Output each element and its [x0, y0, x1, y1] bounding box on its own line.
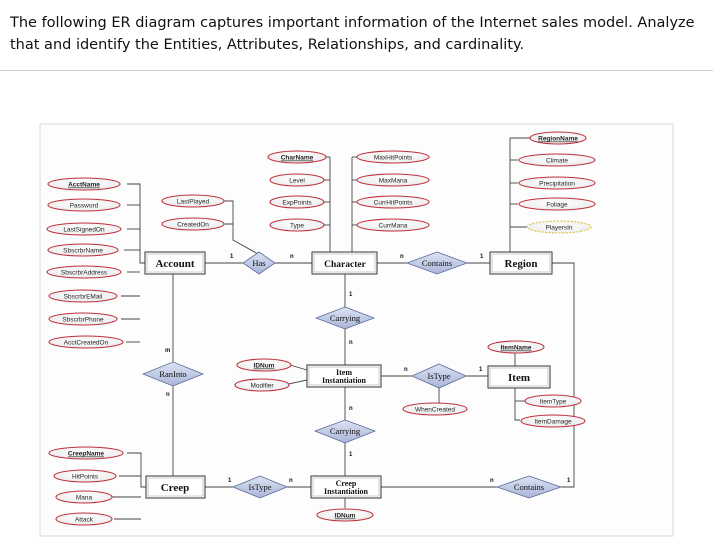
- relationship-carrying-2-label: Carrying: [329, 426, 361, 436]
- entity-item-instantiation: [307, 365, 381, 387]
- card-istype-creepinst: n: [289, 478, 293, 484]
- relationship-has-label: Has: [252, 258, 266, 268]
- label-charname: CharName: [280, 154, 314, 162]
- label-sbscrbrphone: SbscrbrPhone: [62, 316, 104, 324]
- card-contains-region-bottom: 1: [567, 478, 571, 484]
- card-carrying-creepinst: 1: [349, 452, 353, 458]
- entity-character-label: Character: [324, 260, 366, 270]
- label-currhitpoints: CurrHitPoints: [373, 199, 413, 207]
- question-line-1: The following ER diagram captures important information of the Internet sales model. Analyze: [10, 15, 695, 31]
- entity-account: [145, 252, 205, 274]
- label-regionname: RegionName: [538, 135, 578, 143]
- card-character-carrying: 1: [349, 292, 353, 298]
- entity-region-label: Region: [504, 258, 538, 270]
- relationship-carrying-1-label: Carrying: [329, 313, 361, 323]
- label-precipitation: Precipitation: [539, 180, 575, 188]
- label-currmana: CurrMana: [378, 222, 408, 230]
- entity-account-label: Account: [155, 258, 195, 270]
- card-istype-item: 1: [479, 367, 483, 373]
- label-acctcreatedon: AcctCreatedOn: [63, 339, 109, 347]
- card-creepinst-contains: n: [490, 478, 494, 484]
- label-sbscrbremail: SbscrbrEMail: [63, 293, 103, 301]
- label-maxhitpoints: MaxHitPoints: [373, 154, 413, 162]
- label-createdon: CreatedOn: [177, 221, 209, 229]
- label-itemtype: ItemType: [539, 398, 567, 406]
- entity-item-inst-label-1: Item: [336, 368, 352, 377]
- card-carrying-iteminst: n: [349, 340, 353, 346]
- entity-creep-label: Creep: [160, 482, 190, 494]
- card-account-has: 1: [230, 254, 234, 260]
- relationship-contains-top-label: Contains: [421, 258, 453, 268]
- entity-item-label: Item: [508, 372, 530, 384]
- relationship-contains-bottom-label: Contains: [513, 482, 545, 492]
- label-creep-idnum: IDNum: [334, 512, 356, 520]
- relationship-istype-creep-label: IsType: [248, 482, 272, 492]
- label-whencreated: WhenCreated: [414, 406, 456, 414]
- label-item-idnum: IDNum: [253, 362, 275, 370]
- entity-character: [312, 252, 377, 274]
- label-maxmana: MaxMana: [378, 177, 408, 185]
- card-creep-istype: 1: [228, 478, 232, 484]
- entity-creep: [146, 476, 205, 498]
- card-contains-region: 1: [480, 254, 484, 260]
- label-sbscrbraddress: SbscrbrAddress: [60, 269, 108, 277]
- label-exppoints: ExpPoints: [282, 199, 312, 207]
- entity-creep-inst-label-2: Instantiation: [323, 487, 369, 496]
- label-lastsignedon: LastSignedOn: [63, 226, 105, 234]
- label-foliage: Foliage: [546, 201, 568, 209]
- label-creepname: CreepName: [67, 450, 105, 458]
- label-playersin: PlayersIn: [545, 224, 573, 232]
- label-lastplayed: LastPlayed: [176, 198, 210, 206]
- entity-item-inst-label-2: Instantiation: [321, 376, 367, 385]
- entity-creep-inst-label-1: Creep: [335, 479, 357, 488]
- label-hitpoints: HitPoints: [71, 473, 99, 481]
- label-level: Level: [289, 177, 305, 185]
- label-password: Password: [69, 202, 99, 210]
- card-raninto-creep: n: [166, 392, 170, 398]
- label-climate: Climate: [545, 157, 569, 165]
- label-itemdamage: ItemDamage: [534, 418, 572, 426]
- label-modifier: Modifier: [250, 382, 274, 390]
- relationship-raninto-label: RanInto: [159, 369, 187, 379]
- label-acctname: AcctName: [68, 181, 100, 189]
- card-character-contains: n: [400, 254, 404, 260]
- entity-region: [490, 252, 552, 274]
- card-iteminst-carrying: n: [349, 406, 353, 412]
- entity-creep-instantiation: [311, 476, 381, 498]
- entity-item: [488, 366, 550, 388]
- label-attack: Attack: [74, 516, 94, 524]
- label-mana: Mana: [75, 494, 93, 502]
- label-itemname: ItemName: [500, 344, 532, 352]
- card-has-character: n: [290, 254, 294, 260]
- card-iteminst-istype: n: [404, 367, 408, 373]
- question-line-2: that and identify the Entities, Attributes, Relationships, and cardinality.: [10, 37, 525, 53]
- relationship-istype-item-label: IsType: [427, 371, 451, 381]
- label-type: Type: [289, 222, 305, 230]
- label-sbscrbrname: SbscrbrName: [63, 247, 103, 255]
- card-account-raninto: m: [165, 348, 171, 354]
